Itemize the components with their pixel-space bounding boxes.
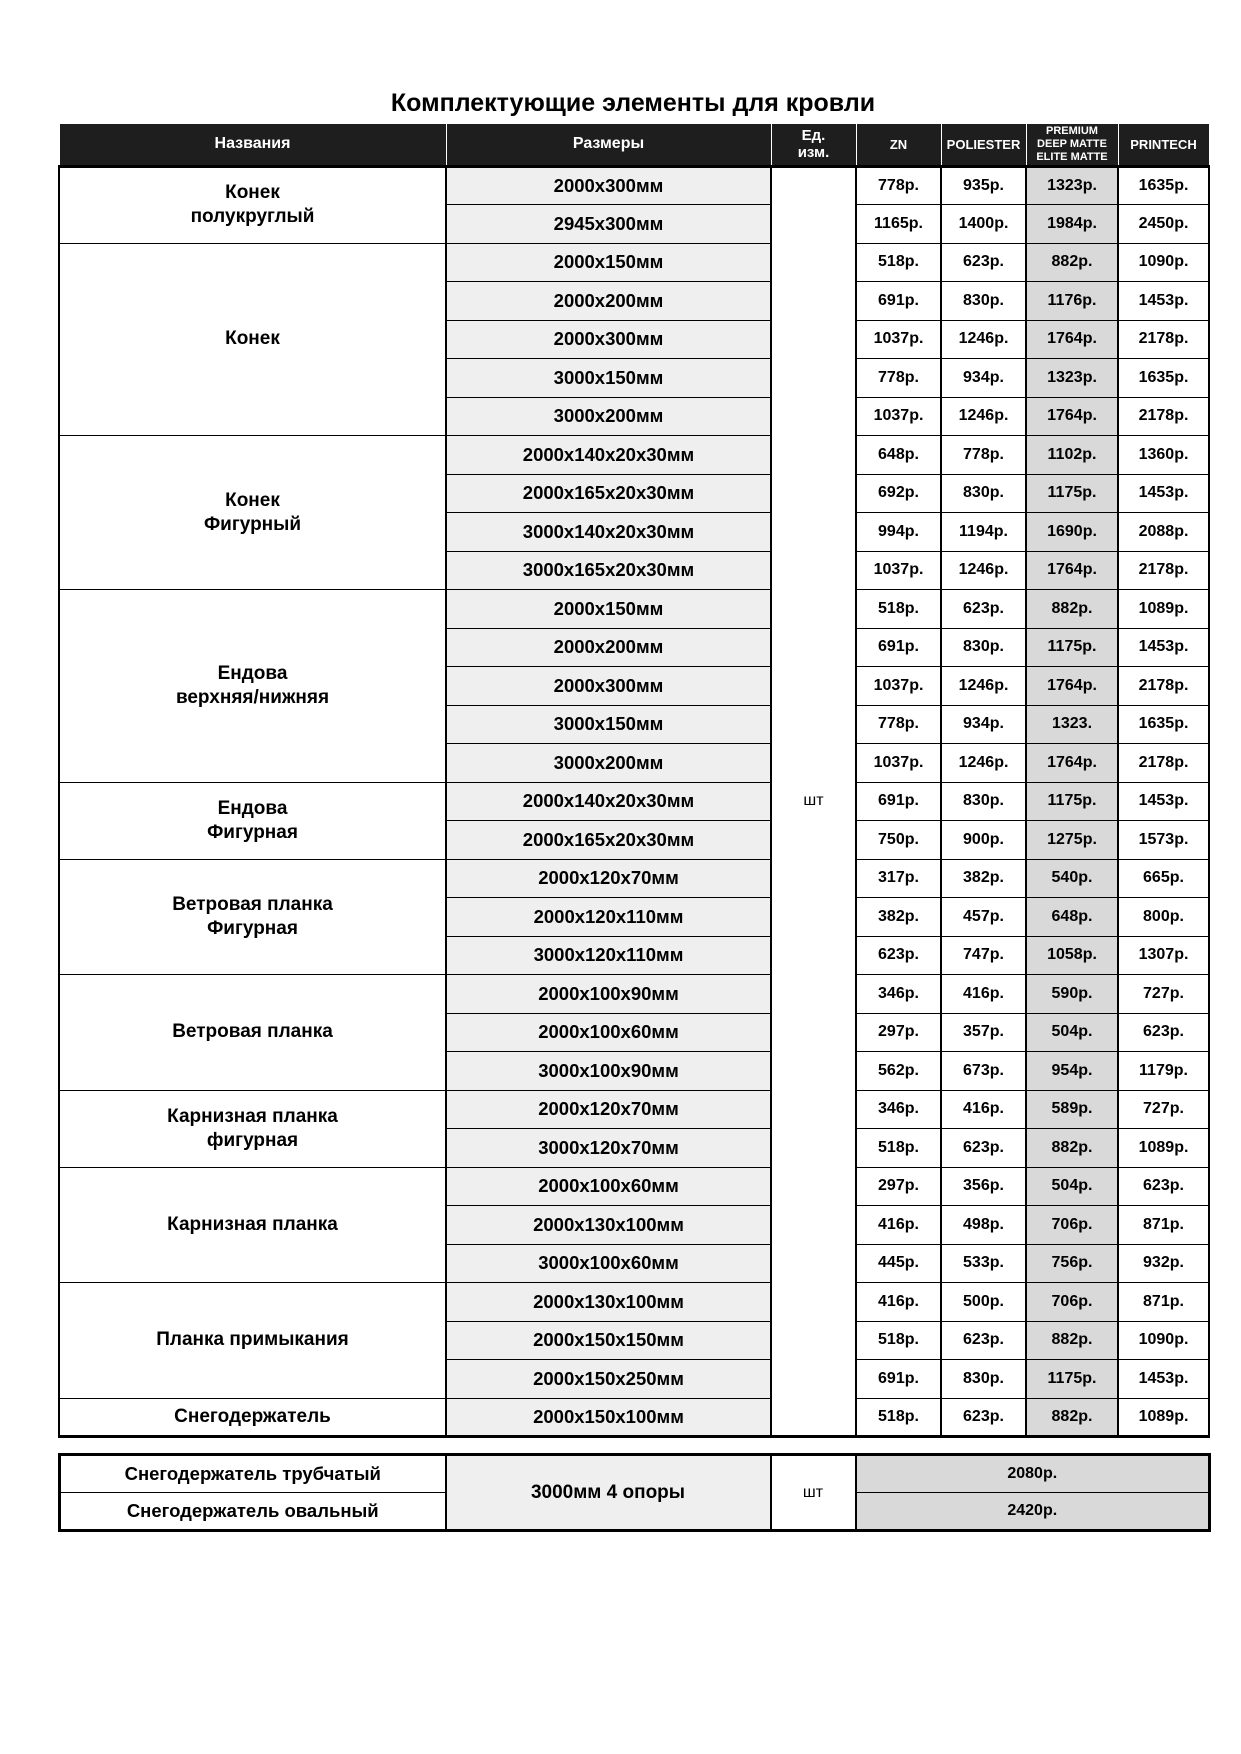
price-premium: 648р. [1026, 898, 1118, 937]
price-poliester: 1246р. [941, 744, 1026, 783]
price-zn: 1037р. [856, 320, 941, 359]
price-premium: 882р. [1026, 243, 1118, 282]
price-zn: 518р. [856, 1398, 941, 1437]
price-poliester: 1246р. [941, 667, 1026, 706]
item-name: Карнизная планка фигурная [59, 1090, 446, 1167]
price-zn: 518р. [856, 1129, 941, 1168]
price-printech: 2178р. [1118, 667, 1209, 706]
price-zn: 346р. [856, 1090, 941, 1129]
item-name: Снегодержатель трубчатый [60, 1455, 446, 1493]
price-printech: 2178р. [1118, 551, 1209, 590]
price-poliester: 830р. [941, 474, 1026, 513]
item-size: 3000х120х110мм [446, 936, 771, 975]
price-poliester: 623р. [941, 1398, 1026, 1437]
price-premium: 1323. [1026, 705, 1118, 744]
header-zn: ZN [856, 124, 941, 166]
price-table [58, 124, 1210, 1438]
price-premium: 706р. [1026, 1206, 1118, 1245]
item-size: 2945х300мм [446, 205, 771, 244]
price-poliester: 533р. [941, 1244, 1026, 1283]
price-printech: 1635р. [1118, 166, 1209, 205]
price-printech: 1089р. [1118, 1398, 1209, 1437]
table-row [59, 975, 1209, 1014]
price-premium: 590р. [1026, 975, 1118, 1014]
price-printech: 1453р. [1118, 628, 1209, 667]
price-premium: 1323р. [1026, 359, 1118, 398]
price-zn: 994р. [856, 513, 941, 552]
price-printech: 623р. [1118, 1013, 1209, 1052]
price-printech: 2178р. [1118, 397, 1209, 436]
item-size: 2000х165х20х30мм [446, 474, 771, 513]
item-name: Ветровая планка Фигурная [59, 859, 446, 975]
price-premium: 1058р. [1026, 936, 1118, 975]
item-size: 3000х200мм [446, 397, 771, 436]
item-size: 2000х150х250мм [446, 1360, 771, 1399]
price-printech: 1635р. [1118, 359, 1209, 398]
item-size: 2000х120х110мм [446, 898, 771, 937]
item-size: 2000х165х20х30мм [446, 821, 771, 860]
item-size: 2000х140х20х30мм [446, 436, 771, 475]
item-size: 2000х140х20х30мм [446, 782, 771, 821]
price-poliester: 900р. [941, 821, 1026, 860]
price-printech: 2088р. [1118, 513, 1209, 552]
item-size: 2000х150мм [446, 590, 771, 629]
item-size: 2000х200мм [446, 628, 771, 667]
item-size: 2000х100х60мм [446, 1167, 771, 1206]
price-zn: 297р. [856, 1167, 941, 1206]
price-poliester: 382р. [941, 859, 1026, 898]
price-printech: 1573р. [1118, 821, 1209, 860]
price-zn: 648р. [856, 436, 941, 475]
price-zn: 1037р. [856, 551, 941, 590]
table-row [59, 1283, 1209, 1322]
price-poliester: 623р. [941, 243, 1026, 282]
price-zn: 518р. [856, 1321, 941, 1360]
price-printech: 800р. [1118, 898, 1209, 937]
item-name: Конек Фигурный [59, 436, 446, 590]
price-printech: 1307р. [1118, 936, 1209, 975]
price-printech: 1090р. [1118, 1321, 1209, 1360]
price-zn: 623р. [856, 936, 941, 975]
item-size: 3000х200мм [446, 744, 771, 783]
page-title: Комплектующие элементы для кровли [390, 89, 876, 117]
item-size: 3000х100х60мм [446, 1244, 771, 1283]
price-zn: 691р. [856, 628, 941, 667]
price-premium: 1175р. [1026, 474, 1118, 513]
item-size: 2000х300мм [446, 667, 771, 706]
header-sizes: Размеры [446, 124, 771, 166]
price-premium: 504р. [1026, 1013, 1118, 1052]
price-premium: 756р. [1026, 1244, 1118, 1283]
price-poliester: 623р. [941, 1321, 1026, 1360]
unit-cell: шт [771, 166, 856, 1437]
price-premium: 1102р. [1026, 436, 1118, 475]
price-printech: 871р. [1118, 1283, 1209, 1322]
price-premium: 1764р. [1026, 320, 1118, 359]
item-size: 3000х120х70мм [446, 1129, 771, 1168]
price-printech: 1360р. [1118, 436, 1209, 475]
price-premium: 706р. [1026, 1283, 1118, 1322]
price-zn: 562р. [856, 1052, 941, 1091]
price-premium: 1275р. [1026, 821, 1118, 860]
price-zn: 317р. [856, 859, 941, 898]
price-zn: 750р. [856, 821, 941, 860]
price-poliester: 934р. [941, 705, 1026, 744]
price-zn: 778р. [856, 166, 941, 205]
price-premium: 1764р. [1026, 667, 1118, 706]
price-table-body [59, 166, 1209, 1437]
item-size: 2000х100х90мм [446, 975, 771, 1014]
price-premium: 1323р. [1026, 166, 1118, 205]
price-printech: 727р. [1118, 1090, 1209, 1129]
price-premium: 882р. [1026, 1129, 1118, 1168]
price-zn: 518р. [856, 243, 941, 282]
price-poliester: 1194р. [941, 513, 1026, 552]
price-poliester: 623р. [941, 590, 1026, 629]
price-printech: 1090р. [1118, 243, 1209, 282]
price-premium: 1690р. [1026, 513, 1118, 552]
header-names: Названия [59, 124, 446, 166]
item-size: 3000мм 4 опоры [446, 1455, 771, 1531]
item-name: Ветровая планка [59, 975, 446, 1091]
price-poliester: 623р. [941, 1129, 1026, 1168]
price-printech: 1453р. [1118, 1360, 1209, 1399]
price-premium: 504р. [1026, 1167, 1118, 1206]
price-poliester: 500р. [941, 1283, 1026, 1322]
price-premium: 1176р. [1026, 282, 1118, 321]
price-poliester: 830р. [941, 628, 1026, 667]
price-printech: 1453р. [1118, 474, 1209, 513]
item-size: 2000х130х100мм [446, 1283, 771, 1322]
price-premium: 1175р. [1026, 1360, 1118, 1399]
item-size: 2000х200мм [446, 282, 771, 321]
table-row [60, 1455, 1210, 1493]
price-premium: 882р. [1026, 1398, 1118, 1437]
item-name: Планка примыкания [59, 1283, 446, 1399]
price-printech: 2178р. [1118, 744, 1209, 783]
price-premium: 1764р. [1026, 744, 1118, 783]
table-row [59, 1398, 1209, 1437]
price-poliester: 416р. [941, 975, 1026, 1014]
header-unit: Ед. изм. [771, 124, 856, 166]
price-zn: 518р. [856, 590, 941, 629]
table-row [59, 436, 1209, 475]
price-poliester: 1246р. [941, 320, 1026, 359]
price-printech: 1089р. [1118, 1129, 1209, 1168]
price-poliester: 830р. [941, 1360, 1026, 1399]
item-size: 3000х100х90мм [446, 1052, 771, 1091]
price-zn: 382р. [856, 898, 941, 937]
price-printech: 1089р. [1118, 590, 1209, 629]
table-row [59, 1090, 1209, 1129]
item-size: 2000х120х70мм [446, 859, 771, 898]
price-premium: 1764р. [1026, 551, 1118, 590]
price-zn: 1037р. [856, 744, 941, 783]
price-premium: 1984р. [1026, 205, 1118, 244]
item-size: 2000х150х150мм [446, 1321, 771, 1360]
price-zn: 778р. [856, 359, 941, 398]
price-premium: 882р. [1026, 590, 1118, 629]
price-zn: 1165р. [856, 205, 941, 244]
price-poliester: 1246р. [941, 551, 1026, 590]
item-size: 2000х120х70мм [446, 1090, 771, 1129]
item-size: 2000х300мм [446, 166, 771, 205]
price-printech: 2450р. [1118, 205, 1209, 244]
price-printech: 2178р. [1118, 320, 1209, 359]
price-poliester: 747р. [941, 936, 1026, 975]
price-printech: 1453р. [1118, 282, 1209, 321]
item-size: 3000х150мм [446, 705, 771, 744]
price-zn: 346р. [856, 975, 941, 1014]
price-poliester: 356р. [941, 1167, 1026, 1206]
item-name: Карнизная планка [59, 1167, 446, 1283]
price-premium: 589р. [1026, 1090, 1118, 1129]
item-size: 2000х100х60мм [446, 1013, 771, 1052]
price-printech: 623р. [1118, 1167, 1209, 1206]
price-cell: 2420р. [856, 1493, 1210, 1531]
table-row [59, 1167, 1209, 1206]
unit-cell: шт [771, 1455, 856, 1531]
price-zn: 445р. [856, 1244, 941, 1283]
table-row [59, 859, 1209, 898]
price-printech: 727р. [1118, 975, 1209, 1014]
price-printech: 871р. [1118, 1206, 1209, 1245]
price-poliester: 830р. [941, 282, 1026, 321]
price-zn: 416р. [856, 1283, 941, 1322]
price-printech: 665р. [1118, 859, 1209, 898]
header-printech: PRINTECH [1118, 124, 1209, 166]
header-premium: PREMIUM DEEP MATTE ELITE MATTE [1026, 124, 1118, 166]
price-zn: 778р. [856, 705, 941, 744]
price-premium: 1175р. [1026, 782, 1118, 821]
price-printech: 1179р. [1118, 1052, 1209, 1091]
price-premium: 540р. [1026, 859, 1118, 898]
price-poliester: 673р. [941, 1052, 1026, 1091]
price-zn: 691р. [856, 1360, 941, 1399]
price-printech: 1453р. [1118, 782, 1209, 821]
price-zn: 297р. [856, 1013, 941, 1052]
item-name: Конек полукруглый [59, 166, 446, 243]
table-header-row [59, 124, 1209, 166]
item-size: 2000х150мм [446, 243, 771, 282]
item-size: 2000х300мм [446, 320, 771, 359]
price-zn: 416р. [856, 1206, 941, 1245]
item-name: Снегодержатель овальный [60, 1493, 446, 1531]
price-zn: 691р. [856, 782, 941, 821]
item-size: 2000х130х100мм [446, 1206, 771, 1245]
price-poliester: 457р. [941, 898, 1026, 937]
price-poliester: 934р. [941, 359, 1026, 398]
price-zn: 1037р. [856, 397, 941, 436]
price-premium: 1764р. [1026, 397, 1118, 436]
price-poliester: 416р. [941, 1090, 1026, 1129]
item-name: Конек [59, 243, 446, 436]
snow-guard-table [58, 1453, 1211, 1532]
price-poliester: 778р. [941, 436, 1026, 475]
header-poliester: POLIESTER [941, 124, 1026, 166]
price-poliester: 935р. [941, 166, 1026, 205]
item-name: Ендова верхняя/нижняя [59, 590, 446, 783]
price-premium: 1175р. [1026, 628, 1118, 667]
item-size: 3000х165х20х30мм [446, 551, 771, 590]
item-size: 2000х150х100мм [446, 1398, 771, 1437]
item-name: Снегодержатель [59, 1398, 446, 1437]
table-row [59, 166, 1209, 205]
item-size: 3000х150мм [446, 359, 771, 398]
price-cell: 2080р. [856, 1455, 1210, 1493]
price-poliester: 1400р. [941, 205, 1026, 244]
price-zn: 692р. [856, 474, 941, 513]
item-name: Ендова Фигурная [59, 782, 446, 859]
table-row [59, 590, 1209, 629]
item-size: 3000х140х20х30мм [446, 513, 771, 552]
table-row [59, 243, 1209, 282]
price-poliester: 1246р. [941, 397, 1026, 436]
table-row [59, 782, 1209, 821]
price-premium: 954р. [1026, 1052, 1118, 1091]
price-printech: 932р. [1118, 1244, 1209, 1283]
price-premium: 882р. [1026, 1321, 1118, 1360]
price-zn: 691р. [856, 282, 941, 321]
price-poliester: 357р. [941, 1013, 1026, 1052]
price-poliester: 830р. [941, 782, 1026, 821]
price-zn: 1037р. [856, 667, 941, 706]
price-poliester: 498р. [941, 1206, 1026, 1245]
price-printech: 1635р. [1118, 705, 1209, 744]
